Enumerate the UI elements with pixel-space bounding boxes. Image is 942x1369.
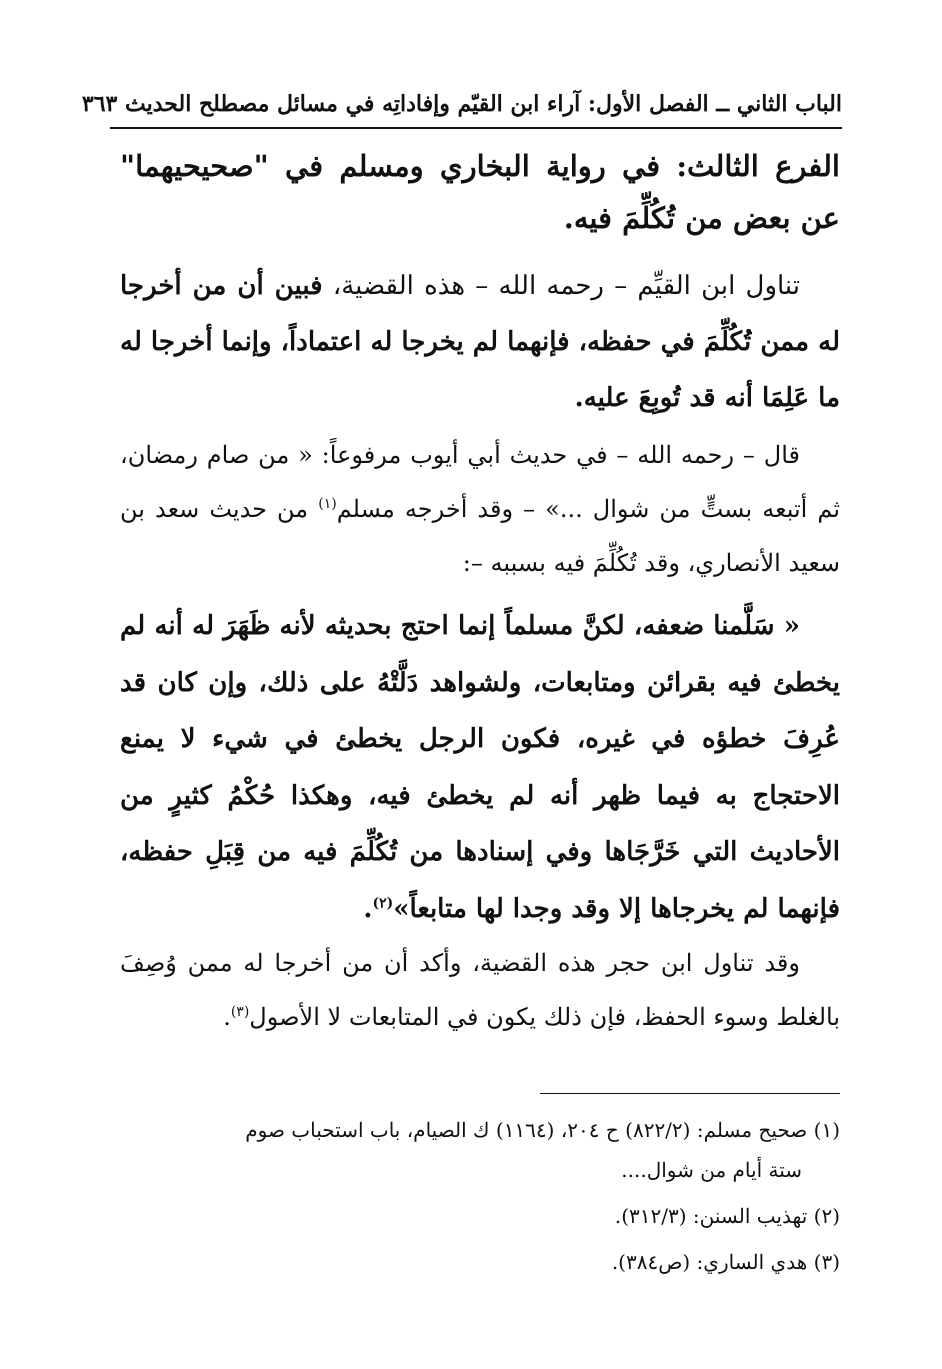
footnote-3 <box>120 1242 840 1282</box>
footnote-number: (٢) <box>813 1204 840 1228</box>
footnote-continuation: ستة أيام من شوال.... <box>621 1158 802 1182</box>
ibn-qayyim-quote <box>120 598 840 937</box>
closing-paragraph <box>120 936 840 1044</box>
intro-body: فبين أن من أخرجا له ممن تُكُلِّمَ في حفظه، فإنهما لم يخرجا له اعتماداً، وإنما أخرجا له ما عَلِمَا أنه قد تُوبِعَ عليه. <box>120 271 840 413</box>
quote-text: « سَلَّمنا ضعفه، لكنَّ مسلماً إنما احتج بحديثه لأنه ظَهَرَ له أنه لم يخطئ فيه بقرائن ومتابعات، ولشواهد دَلَّتْهُ على ذلك، وإن كان قد عُرِفَ خطؤه في غيره، فكون الرجل يخطئ في شيء لا يمنع الاحتجاج به فيما ظهر أنه لم يخطئ فيه، وهكذا حُكْمُ كثيرٍ من الأحاديث التي خَرَّجَاها وفي إسنادها من تُكُلِّمَ فيه من قِبَلِ حفظه، فإنهما لم يخرجاها إلا وقد وجدا لها متابعاً» <box>120 611 840 924</box>
chapter-title: الباب الثاني ــ الفصل الأول: آراء ابن القيّم وإفاداتِه في مسائل مصطلح الحديث <box>125 91 842 117</box>
intro-paragraph <box>120 258 840 426</box>
page-number: ٣٦٣ <box>81 91 118 117</box>
quote-end: . <box>363 893 373 924</box>
intro-lead: تناول ابن القيِّم – رحمه الله – هذه القضية، <box>332 271 801 301</box>
footnote-ref-3: (٣) <box>230 1004 250 1020</box>
footnote-1 <box>120 1110 840 1190</box>
footnote-rule <box>540 1093 840 1094</box>
header-rule <box>110 127 842 129</box>
closing-text: وقد تناول ابن حجر هذه القضية، وأكد أن من أخرجا له ممن وُصِفَ بالغلط وسوء الحفظ، فإن ذلك يكون في المتابعات لا الأصول <box>120 949 840 1031</box>
footnote-text: صحيح مسلم: (٨٢٢/٢) ح ٢٠٤، (١١٦٤) ك الصيام، باب استحباب صوم <box>245 1118 808 1142</box>
footnote-text: هدي الساري: (ص٣٨٤). <box>611 1250 808 1274</box>
footnote-ref-1: (١) <box>318 496 337 512</box>
hadith-text: قال – رحمه الله – في حديث أبي أيوب مرفوعاً: « من صام رمضان، ثم أتبعه بستٍّ من شوال ...» – وقد أخرجه مسلم <box>120 441 841 523</box>
footnote-text: تهذيب السنن: (٣١٢/٣). <box>614 1204 808 1228</box>
hadith-paragraph <box>120 428 840 590</box>
section-heading: الفرع الثالث: في رواية البخاري ومسلم في "صحيحيهما" عن بعض من تُكُلِّمَ فيه. <box>120 149 840 235</box>
footnote-number: (٣) <box>813 1250 840 1274</box>
running-header <box>81 86 842 122</box>
closing-end: . <box>223 1003 231 1031</box>
footnote-number: (١) <box>813 1118 840 1142</box>
footnotes <box>120 1110 840 1288</box>
footnote-2 <box>120 1196 840 1236</box>
hadith-text-after: من حديث سعد بن سعيد الأنصاري، وقد تُكُلِّمَ فيه بسببه –: <box>120 495 840 577</box>
footnote-ref-2: (٢) <box>372 894 394 911</box>
